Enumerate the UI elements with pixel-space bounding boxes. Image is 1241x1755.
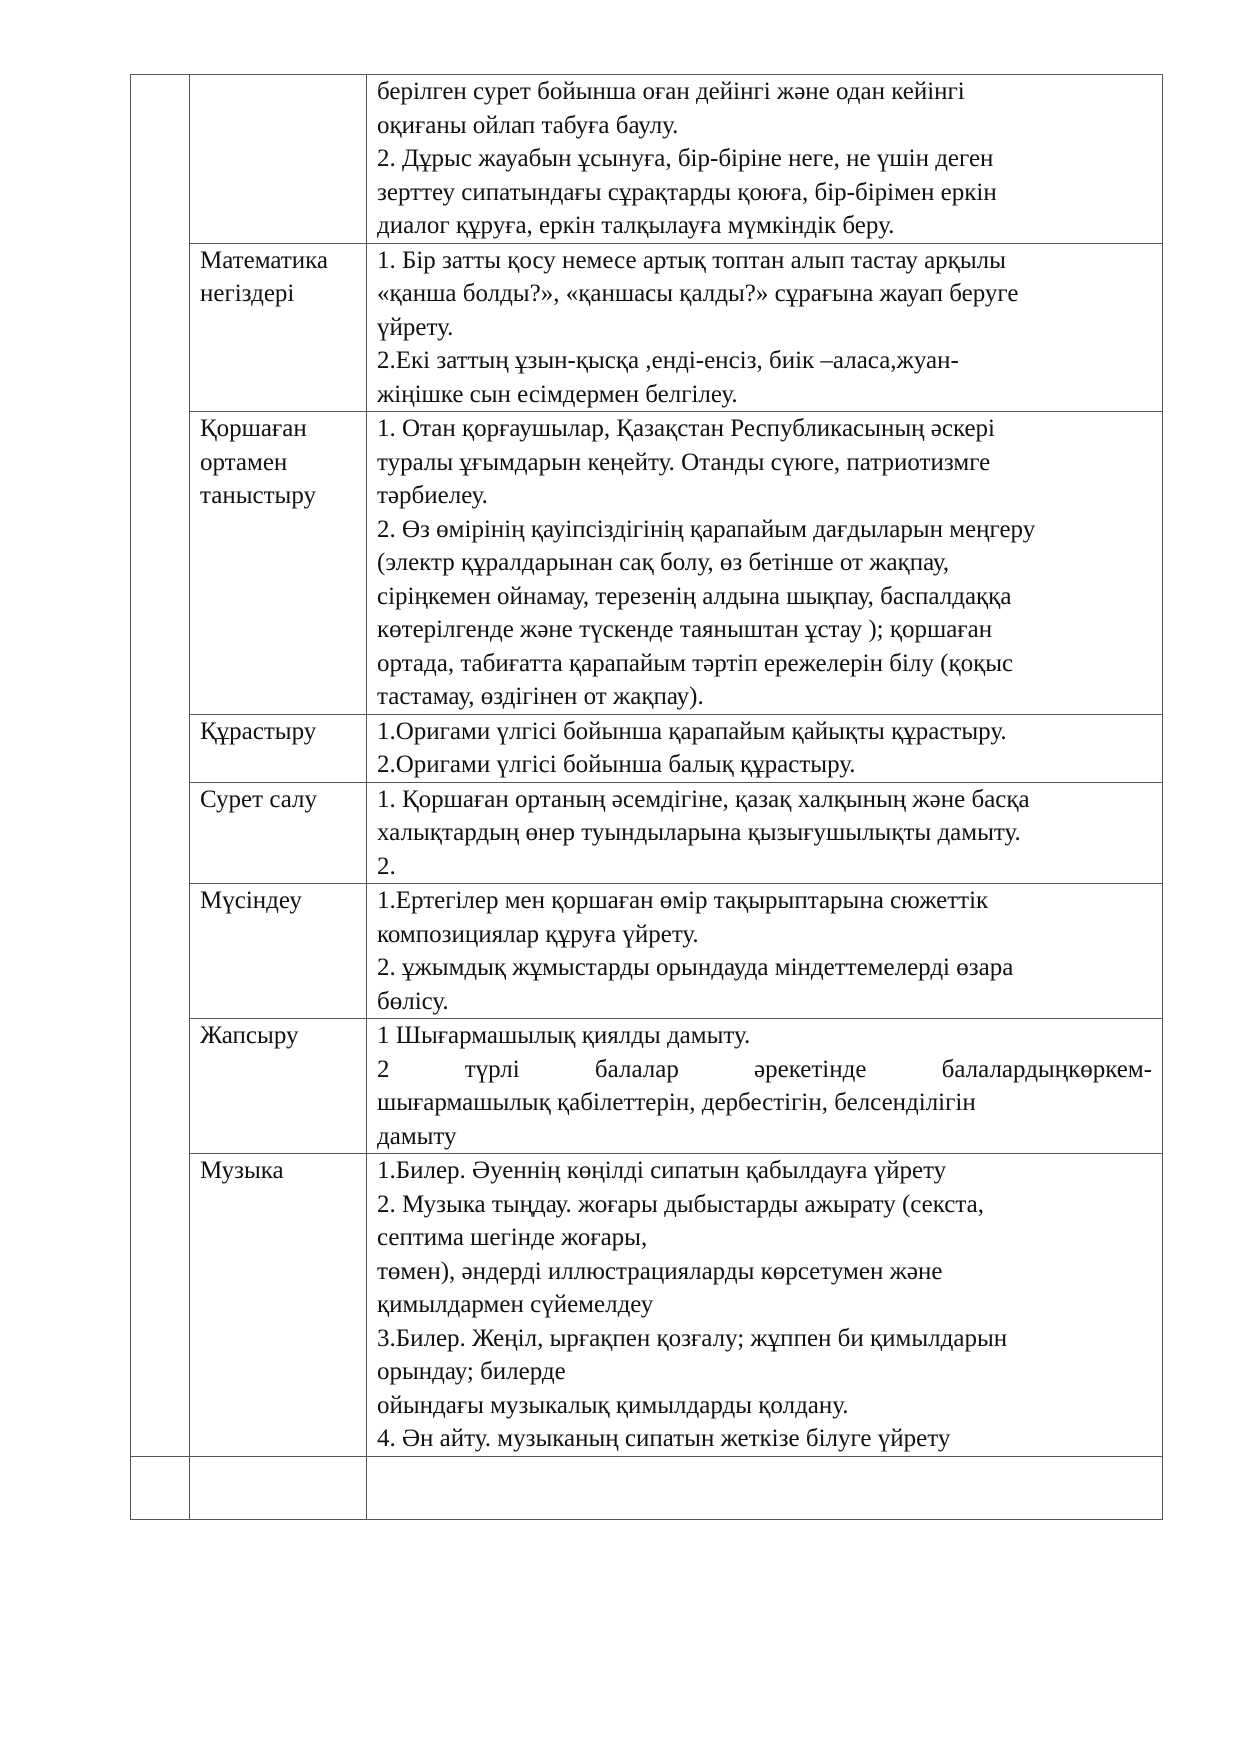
subject-cell (190, 75, 367, 244)
content-cell (367, 1019, 1163, 1154)
content-line: ортада, табиғатта қарапайым тәртіп ережелерін білу (қоқыс (377, 649, 1014, 677)
content-line: жіңішке сын есімдермен белгілеу. (377, 380, 738, 408)
subject-cell (190, 1154, 367, 1457)
content-cell (367, 782, 1163, 884)
table-row (131, 1019, 1163, 1154)
subject-label: Құрастыру (200, 717, 317, 745)
subject-label: Мүсіндеу (200, 887, 302, 914)
subject-label: таныстыру (200, 482, 316, 509)
content-line: шығармашылық қабілеттерін, дербестігін, белсенділігін (377, 1089, 976, 1116)
subject-label: Математика (200, 246, 328, 274)
subject-cell (190, 884, 367, 1019)
content-line: 2.Екі заттың ұзын-қысқа ,енді-енсіз, биік –аласа,жуан- (377, 347, 959, 374)
content-line: берілген сурет бойынша оған дейінгі және одан кейінгі (377, 78, 965, 105)
table-row (131, 782, 1163, 884)
table-row-empty (131, 1456, 1163, 1519)
subject-cell (190, 243, 367, 412)
content-line: «қанша болды?», «қаншасы қалды?» сұрағына жауап беруге (377, 280, 1019, 307)
content-line: 1.Оригами үлгісі бойынша қарапайым қайықты құрастыру. (377, 717, 1007, 745)
subject-label: негіздері (200, 280, 295, 307)
table-row (131, 714, 1163, 782)
table-row (131, 75, 1163, 244)
table-row (131, 243, 1163, 412)
content-cell (367, 1154, 1163, 1457)
content-line: 1.Билер. Әуеннің көңілді сипатын қабылдауға үйрету (377, 1157, 947, 1184)
content-line: көтерілгенде және түскенде таяныштан ұстау ); қоршаған (377, 616, 993, 643)
content-line: 2 түрлі балалар әрекетінде балалардыңкөркем- (377, 1055, 1152, 1083)
content-cell (367, 412, 1163, 715)
plan-table (130, 74, 1163, 1520)
content-line: тәрбиелеу. (377, 482, 488, 509)
content-line: 2. ұжымдық жұмыстарды орындауда міндеттемелерді өзара (377, 954, 1014, 981)
content-line: 1. Отан қорғаушылар, Қазақстан Республикасының әскері (377, 415, 996, 442)
content-line: халықтардың өнер туындыларына қызығушылықты дамыту. (377, 819, 1021, 846)
content-line: тастамау, өздігінен от жақпау). (377, 683, 704, 710)
subject-label: Жапсыру (200, 1022, 299, 1049)
content-line: диалог құруға, еркін талқылауға мүмкіндік беру. (377, 212, 895, 239)
subject-cell (190, 782, 367, 884)
content-line: 1. Бір затты қосу немесе артық топтан алып тастау арқылы (377, 246, 1006, 274)
content-line: орындау; билерде (377, 1358, 566, 1385)
content-line: төмен), әндерді иллюстрацияларды көрсетумен және (377, 1257, 943, 1285)
content-line: 4. Ән айту. музыканың сипатын жеткізе білуге үйрету (377, 1425, 951, 1452)
content-line: сіріңкемен ойнамау, терезенің алдына шықпау, баспалдаққа (377, 582, 1012, 610)
subject-label: Сурет салу (200, 785, 318, 813)
content-line: оқиғаны ойлап табуға баулу. (377, 111, 679, 139)
subject-cell (190, 1456, 367, 1519)
content-cell (367, 75, 1163, 244)
content-cell (367, 243, 1163, 412)
content-line: үйрету. (377, 313, 454, 341)
content-line: 1.Ертегілер мен қоршаған өмір тақырыптарына сюжеттік (377, 887, 989, 914)
content-line: 2.Оригами үлгісі бойынша балық құрастыру. (377, 751, 856, 778)
content-line: 2. Музыка тыңдау. жоғары дыбыстарды ажырату (секста, (377, 1190, 984, 1218)
content-line: 2. Өз өмірінің қауіпсіздігінің қарапайым дағдыларын меңгеру (377, 515, 1036, 543)
content-line: (электр құралдарынан сақ болу, өз бетінше от жақпау, (377, 549, 950, 576)
table-row (131, 884, 1163, 1019)
table-row (131, 412, 1163, 715)
content-cell (367, 1456, 1163, 1519)
content-line: дамыту (377, 1122, 457, 1150)
content-line: 1. Қоршаған ортаның әсемдігіне, қазақ халқының және басқа (377, 785, 1030, 813)
content-line: зерттеу сипатындағы сұрақтарды қоюға, бір-бірімен еркін (377, 178, 997, 206)
content-line: композициялар құруға үйрету. (377, 920, 699, 948)
subject-label: ортамен (200, 448, 288, 476)
content-cell (367, 714, 1163, 782)
subject-cell (190, 714, 367, 782)
content-line: 2. Дұрыс жауабын ұсынуға, бір-біріне неге, не үшін деген (377, 145, 994, 172)
content-line: 1 Шығармашылық қиялды дамыту. (377, 1022, 751, 1049)
subject-cell (190, 412, 367, 715)
content-line: қимылдармен сүйемелдеу (377, 1291, 654, 1318)
content-line: септима шегінде жоғары, (377, 1224, 648, 1251)
number-cell (131, 1456, 190, 1519)
content-line: туралы ұғымдарын кеңейту. Отанды сүюге, патриотизмге (377, 448, 991, 476)
table-row (131, 1154, 1163, 1457)
content-line: 3.Билер. Жеңіл, ырғақпен қозғалу; жұппен би қимылдарын (377, 1324, 1008, 1352)
content-line: 2. (377, 852, 396, 880)
content-line: ойындағы музыкалық қимылдарды қолдану. (377, 1391, 849, 1419)
subject-cell (190, 1019, 367, 1154)
content-line: бөлісу. (377, 987, 449, 1015)
number-cell (131, 75, 190, 1457)
subject-label: Музыка (200, 1157, 284, 1184)
subject-label: Қоршаған (200, 415, 307, 442)
content-cell (367, 884, 1163, 1019)
